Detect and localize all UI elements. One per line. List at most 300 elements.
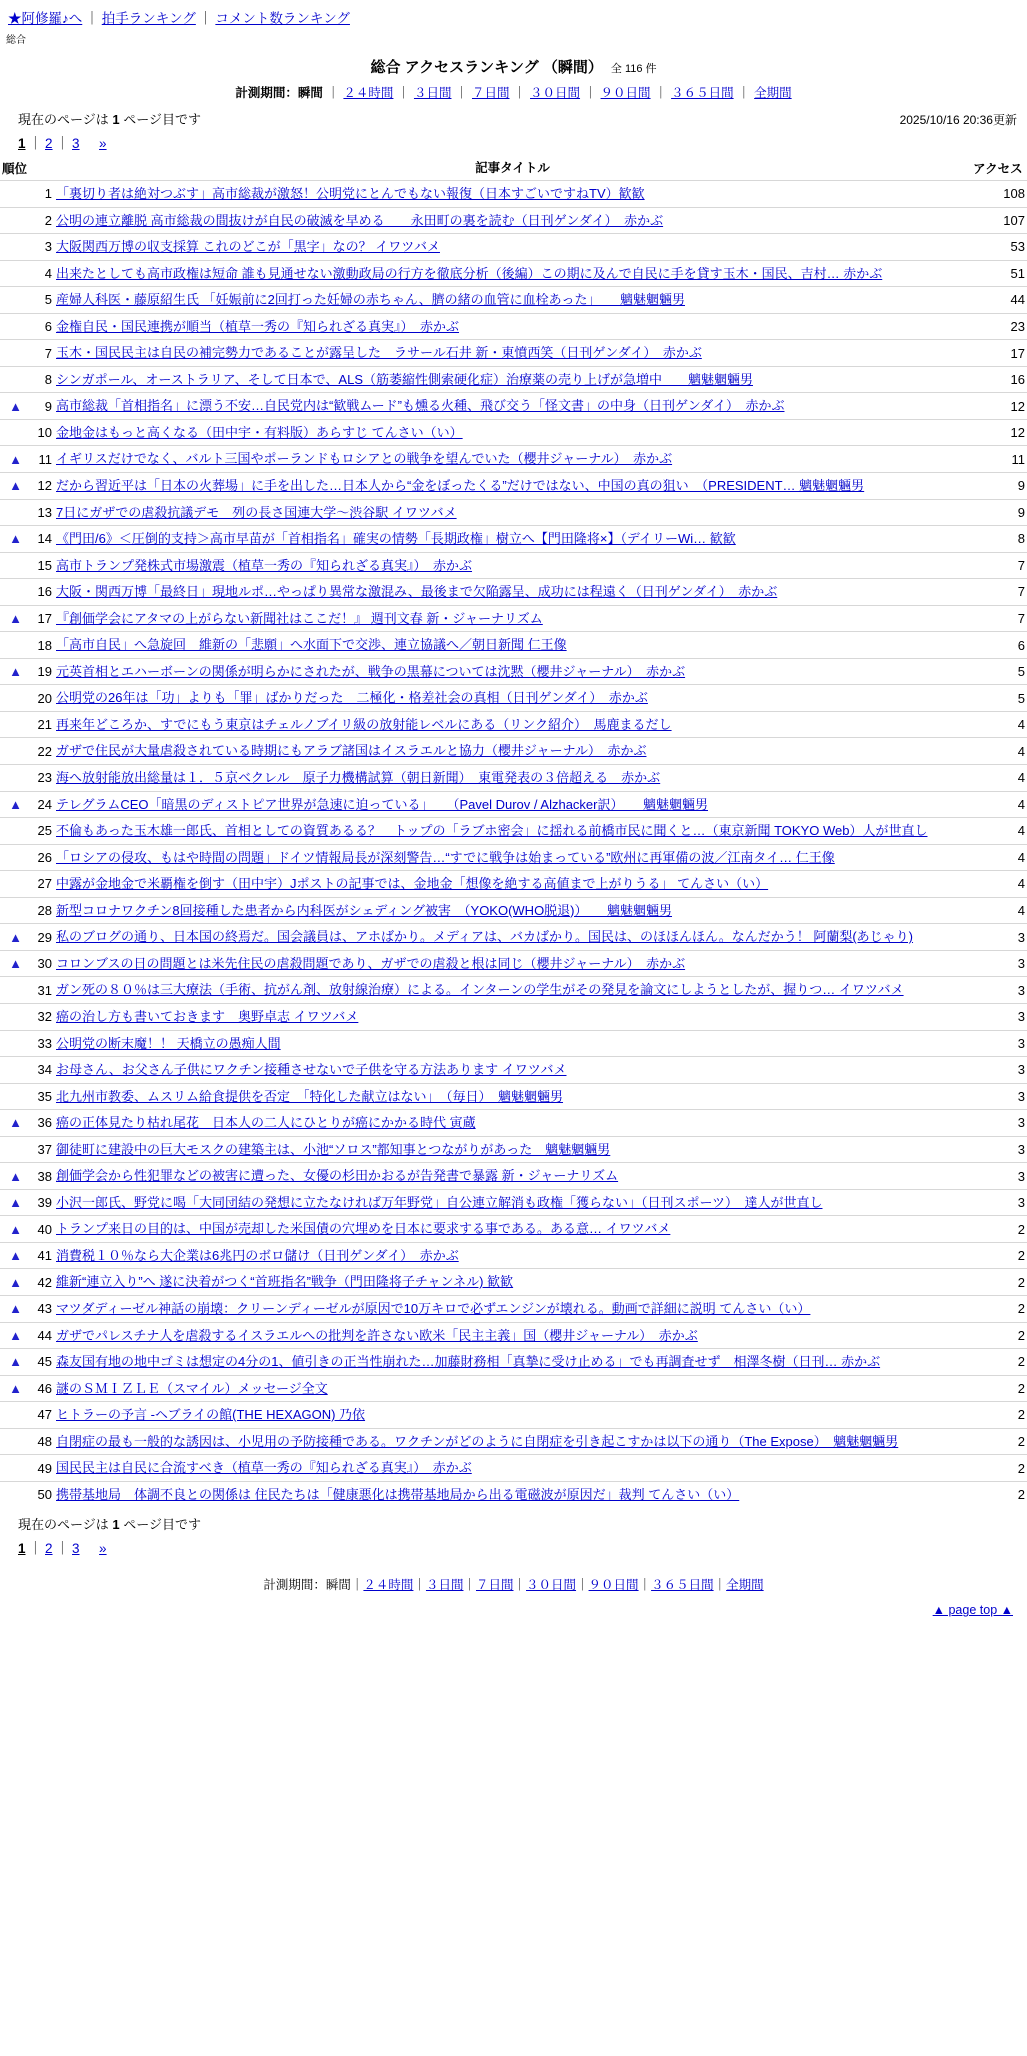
rank-up-arrow-icon: ▲ xyxy=(0,924,24,951)
article-title-link[interactable]: 不倫もあった玉木雄一郎氏、首相としての資質あるる？ トップの「ラブホ密会」に揺れる前橋市民に聞くと…（東京新聞 TOKYO Web）人が世直し xyxy=(56,823,928,839)
rank-arrow-placeholder xyxy=(0,1481,24,1507)
rank-number: 42 xyxy=(24,1269,54,1296)
article-title-cell xyxy=(54,1163,971,1190)
rank-number: 16 xyxy=(24,579,54,606)
access-count: 3 xyxy=(971,1030,1027,1057)
access-count: 3 xyxy=(971,1163,1027,1190)
access-count: 2 xyxy=(971,1402,1027,1429)
table-row xyxy=(0,818,1027,845)
article-title-link[interactable]: 海へ放射能放出総量は１．５京ベクレル 原子力機構試算（朝日新聞） 東電発表の３倍超える 赤かぶ xyxy=(56,770,661,786)
table-row xyxy=(0,393,1027,420)
article-title-cell xyxy=(54,685,971,712)
article-title-link[interactable]: 北九州市教委、ムスリム給食提供を否定 「特化した献立はない」 （毎日） 魑魅魍魎男 xyxy=(56,1088,564,1104)
rank-arrow-placeholder xyxy=(0,1030,24,1057)
rank-arrow-placeholder xyxy=(0,844,24,871)
page-top-area xyxy=(0,1593,1027,1631)
access-count: 16 xyxy=(971,366,1027,393)
pager-bottom-page-1[interactable]: 1 xyxy=(18,1541,26,1557)
rank-arrow-placeholder xyxy=(0,977,24,1004)
rank-arrow-placeholder xyxy=(0,313,24,340)
table-row xyxy=(0,1242,1027,1269)
pager-bottom-bar-3 xyxy=(80,1541,100,1556)
nav-comment-ranking-link[interactable]: コメント数ランキング xyxy=(215,11,350,26)
article-title-link[interactable]: 大阪・関西万博「最終日」現地ルポ…やっぱり異常な激混み、最後まで欠陥露呈、成功には程遠く（日刊ゲンダイ） 赤かぶ xyxy=(56,584,778,600)
rank-number: 40 xyxy=(24,1216,54,1243)
access-count: 17 xyxy=(971,340,1027,367)
column-header-title: 記事タイトル xyxy=(475,161,550,175)
article-title-link[interactable]: シンガポール、オーストラリア、そして日本で、ALS（筋萎縮性側索硬化症）治療薬の売り上げが急増中 魑魅魍魎男 xyxy=(56,371,753,387)
access-count: 8 xyxy=(971,526,1027,553)
column-header-rank: 順位 xyxy=(2,161,28,176)
article-title-link[interactable]: 小沢一郎氏、野党に喝「大同団結の発想に立たなければ万年野党」自公連立解消も政権「獲らない」（日刊スポーツ） 達人が世直し xyxy=(56,1194,823,1210)
table-row xyxy=(0,260,1027,287)
article-title-link[interactable]: ヒトラーの予言 -ヘブライの館(THE HEXAGON) 乃依 xyxy=(56,1407,366,1423)
period-option-90d[interactable]: ９０日間 xyxy=(600,86,651,100)
rank-arrow-placeholder xyxy=(0,340,24,367)
rank-up-arrow-icon: ▲ xyxy=(0,1110,24,1137)
article-title-link[interactable]: マツダディーゼル神話の崩壊：クリーンディーゼルが原因で10万キロで必ずエンジンが壊れる。動画で詳細に説明 てんさい（い） xyxy=(56,1300,811,1316)
rank-arrow-placeholder xyxy=(0,260,24,287)
article-title-link[interactable]: 《門田/6》＜圧倒的支持＞高市早苗が「首相指名」確実の情勢「長期政権」樹立へ【門田隆将×】（デイリーWi… 歓歓 xyxy=(56,531,736,547)
table-row xyxy=(0,1189,1027,1216)
access-count: 4 xyxy=(971,871,1027,898)
period-bar-3: ｜ xyxy=(455,86,468,100)
article-title-link[interactable]: 消費税１０％なら大企業は6兆円のボロ儲け（日刊ゲンダイ） 赤かぶ xyxy=(56,1247,459,1263)
access-count: 3 xyxy=(971,1057,1027,1084)
rank-up-arrow-icon: ▲ xyxy=(0,473,24,500)
article-title-link[interactable]: 森友国有地の地中ゴミは想定の4分の1、値引きの正当性崩れた…加藤財務相「真摯に受け止める」でも再調査せず 相澤冬樹（日刊… 赤かぶ xyxy=(56,1354,881,1370)
article-title-link[interactable]: 中露が金地金で米覇権を倒す（田中宇）Jポストの記事では、金地金「想像を絶する高値まで上がりうる」 てんさい（い） xyxy=(56,876,769,892)
access-count: 2 xyxy=(971,1269,1027,1296)
rank-number: 26 xyxy=(24,844,54,871)
rank-number: 47 xyxy=(24,1402,54,1429)
pager-page-3[interactable]: 3 xyxy=(72,136,80,151)
pager-next[interactable]: » xyxy=(99,136,107,151)
article-title-link[interactable]: 自閉症の最も一般的な誘因は、小児用の予防接種である。ワクチンがどのように自閉症を引き起こすかは以下の通り（The Expose） 魑魅魍魎男 xyxy=(56,1433,899,1449)
table-row xyxy=(0,924,1027,951)
article-title-cell xyxy=(54,446,971,473)
rank-up-arrow-icon: ▲ xyxy=(0,950,24,977)
table-row xyxy=(0,765,1027,792)
table-row xyxy=(0,446,1027,473)
article-title-cell xyxy=(54,419,971,446)
period-option-all[interactable]: 全期間 xyxy=(754,86,792,100)
rank-number: 25 xyxy=(24,818,54,845)
access-count: 23 xyxy=(971,313,1027,340)
access-count: 5 xyxy=(971,685,1027,712)
article-title-link[interactable]: 「裏切り者は絶対つぶす」高市総裁が激怒！公明党にとんでもない報復（日本すごいですねTV）歓歓 xyxy=(56,186,645,201)
footer-period-option-365d[interactable]: ３６５日間 xyxy=(651,1578,714,1593)
article-title-cell xyxy=(54,1003,971,1030)
rank-arrow-placeholder xyxy=(0,1003,24,1030)
article-title-cell xyxy=(54,658,971,685)
period-bar-7: ｜ xyxy=(737,86,751,100)
article-title-link[interactable]: 大阪関西万博の収支採算 これのどこが「黒字」なの？ イワツバメ xyxy=(56,239,440,255)
rank-arrow-placeholder xyxy=(0,738,24,765)
rank-arrow-placeholder xyxy=(0,419,24,446)
article-title-link[interactable]: イギリスだけでなく、バルト三国やポーランドもロシアとの戦争を望んでいた（櫻井ジャーナル） 赤かぶ xyxy=(56,451,673,467)
article-title-cell xyxy=(54,1295,971,1322)
rank-arrow-placeholder xyxy=(0,1136,24,1163)
article-title-cell xyxy=(54,1083,971,1110)
bottom-page-area xyxy=(0,1507,1027,1559)
rank-number: 17 xyxy=(24,605,54,632)
access-count: 2 xyxy=(971,1375,1027,1402)
table-row xyxy=(0,1322,1027,1349)
rank-number: 43 xyxy=(24,1295,54,1322)
period-option-current[interactable]: 瞬間 xyxy=(297,86,323,100)
nav-home-link[interactable]: ★阿修羅♪へ xyxy=(8,11,83,26)
table-row xyxy=(0,950,1027,977)
total-count: 全 116 件 xyxy=(610,63,657,75)
table-row xyxy=(0,419,1027,446)
article-title-link[interactable]: 御徒町に建設中の巨大モスクの建築主は、小池“ソロス”都知事とつながりがあった 魑魅魍魎男 xyxy=(56,1141,611,1157)
access-count: 12 xyxy=(971,419,1027,446)
article-title-cell xyxy=(54,340,971,367)
article-title-link[interactable]: 産婦人科医・藤原紹生氏 「妊娠前に2回打った妊婦の赤ちゃん、臍の緒の血管に血栓あった」 魑魅魍魎男 xyxy=(56,292,685,308)
table-row xyxy=(0,1030,1027,1057)
table-row xyxy=(0,1455,1027,1482)
article-title-cell xyxy=(54,526,971,553)
footer-period-option-30d[interactable]: ３０日間 xyxy=(526,1578,577,1593)
table-row xyxy=(0,234,1027,261)
rank-arrow-placeholder xyxy=(0,871,24,898)
article-title-link[interactable]: トランプ来日の目的は、中国が売却した米国債の穴埋めを日本に要求する事である。ある意… イワツバメ xyxy=(56,1221,671,1237)
footer-period-bar-1: ｜ xyxy=(350,1578,364,1593)
access-count: 51 xyxy=(971,260,1027,287)
rank-number: 14 xyxy=(24,526,54,553)
rank-number: 19 xyxy=(24,658,54,685)
access-count: 4 xyxy=(971,844,1027,871)
access-count: 4 xyxy=(971,818,1027,845)
rank-number: 30 xyxy=(24,950,54,977)
rank-number: 27 xyxy=(24,871,54,898)
page-title: 総合 アクセスランキング （瞬間） xyxy=(370,59,603,76)
rank-number: 24 xyxy=(24,791,54,818)
rank-number: 1 xyxy=(24,181,54,208)
rank-number: 31 xyxy=(24,977,54,1004)
rank-arrow-placeholder xyxy=(0,1083,24,1110)
rank-number: 38 xyxy=(24,1163,54,1190)
article-title-cell xyxy=(54,897,971,924)
rank-number: 8 xyxy=(24,366,54,393)
access-count: 3 xyxy=(971,1083,1027,1110)
table-row xyxy=(0,1295,1027,1322)
access-count: 7 xyxy=(971,552,1027,579)
article-title-link[interactable]: 玉木・国民民主は自民の補完勢力であることが露呈した ラサール石井 新・東憤西笑（日刊ゲンダイ） 赤かぶ xyxy=(56,345,702,361)
article-title-cell xyxy=(54,632,971,659)
table-row xyxy=(0,658,1027,685)
table-row xyxy=(0,1269,1027,1296)
article-title-link[interactable]: お母さん、お父さん子供にワクチン接種させないで子供を守る方法あります イワツバメ xyxy=(56,1062,567,1078)
nav-applause-ranking-link[interactable]: 拍手ランキング xyxy=(101,11,196,26)
article-title-cell xyxy=(54,234,971,261)
rank-number: 5 xyxy=(24,287,54,314)
article-title-link[interactable]: 高市トランプ発株式市場激震（植草一秀の『知られざる真実』） 赤かぶ xyxy=(56,557,473,573)
article-title-link[interactable]: 再来年どころか、すでにもう東京はチェルノブイリ級の放射能レベルにある（リンク紹介） 馬鹿まるだし xyxy=(56,716,672,732)
pager-bottom-bar-1: ｜ xyxy=(28,1541,43,1557)
pager-bar-3 xyxy=(80,136,100,151)
current-page-suffix: ページ目です xyxy=(123,112,201,127)
rank-number: 13 xyxy=(24,499,54,526)
article-title-link[interactable]: 「ロシアの侵攻、もはや時間の問題」ドイツ情報局長が深刻警告…“すでに戦争は始まっている”欧州に再軍備の波／江南タイ… 仁王像 xyxy=(56,849,835,865)
rank-up-arrow-icon: ▲ xyxy=(0,1269,24,1296)
article-title-cell xyxy=(54,1057,971,1084)
article-title-link[interactable]: 公明党の26年は「功」よりも「罪」ばかりだった 二極化・格差社会の真相（日刊ゲンダイ） 赤かぶ xyxy=(56,690,648,706)
article-title-cell xyxy=(54,1189,971,1216)
rank-number: 28 xyxy=(24,897,54,924)
column-header-access: アクセス xyxy=(973,161,1023,176)
current-page-prefix: 現在のページは xyxy=(18,112,109,127)
table-row xyxy=(0,287,1027,314)
article-title-link[interactable]: テレグラムCEO「暗黒のディストピア世界が急速に迫っている」 （Pavel Durov / Alzhacker訳） 魑魅魍魎男 xyxy=(56,796,708,812)
table-row xyxy=(0,1136,1027,1163)
article-title-cell xyxy=(54,977,971,1004)
access-count: 4 xyxy=(971,711,1027,738)
table-row xyxy=(0,1428,1027,1455)
ranking-table xyxy=(0,156,1027,1507)
access-count: 107 xyxy=(971,207,1027,234)
article-title-link[interactable]: ガン死の８０％は三大療法（手術、抗がん剤、放射線治療）による。インターンの学生がその発見を論文にしようとしたが、握りつ… イワツバメ xyxy=(56,982,904,998)
table-row xyxy=(0,871,1027,898)
footer-period-bar-2: ｜ xyxy=(413,1578,426,1593)
pager-bottom-next[interactable]: » xyxy=(99,1541,107,1557)
article-title-cell xyxy=(54,605,971,632)
period-option-365d[interactable]: ３６５日間 xyxy=(671,86,734,100)
article-title-link[interactable]: ガザで住民が大量虐殺されている時期にもアラブ諸国はイスラエルと協力（櫻井ジャーナル） 赤かぶ xyxy=(56,743,647,759)
article-title-link[interactable]: 癌の治し方も書いておきます 奥野卓志 イワツバメ xyxy=(56,1008,359,1024)
rank-up-arrow-icon: ▲ xyxy=(0,658,24,685)
article-title-link[interactable]: 「高市自民」へ急旋回 維新の「悲願」へ水面下で交渉、連立協議へ／朝日新聞 仁王像 xyxy=(56,637,567,653)
rank-arrow-placeholder xyxy=(0,897,24,924)
article-title-cell xyxy=(54,765,971,792)
rank-number: 15 xyxy=(24,552,54,579)
nav-separator-1: ｜ xyxy=(85,11,99,26)
rank-number: 21 xyxy=(24,711,54,738)
pager-bottom-page-3[interactable]: 3 xyxy=(72,1541,80,1557)
article-title-cell xyxy=(54,924,971,951)
access-count: 3 xyxy=(971,924,1027,951)
rank-number: 7 xyxy=(24,340,54,367)
rank-number: 37 xyxy=(24,1136,54,1163)
article-title-link[interactable]: 元英首相とエハーボーンの関係が明らかにされたが、戦争の黒幕については沈黙（櫻井ジャーナル） 赤かぶ xyxy=(56,663,686,679)
access-count: 2 xyxy=(971,1481,1027,1507)
period-bar-5: ｜ xyxy=(584,86,597,100)
footer-period-option-all[interactable]: 全期間 xyxy=(726,1578,764,1593)
access-count: 2 xyxy=(971,1216,1027,1243)
rank-arrow-placeholder xyxy=(0,1455,24,1482)
footer-period-option-current[interactable]: 瞬間 xyxy=(325,1578,351,1593)
pager-bar-1: ｜ xyxy=(28,136,43,151)
article-title-cell xyxy=(54,1136,971,1163)
rank-up-arrow-icon: ▲ xyxy=(0,1242,24,1269)
article-title-cell xyxy=(54,579,971,606)
nav-separator-2: ｜ xyxy=(198,11,213,26)
period-bar-6: ｜ xyxy=(654,86,668,100)
period-selector-bottom xyxy=(0,1575,1027,1593)
access-count: 5 xyxy=(971,658,1027,685)
article-title-link[interactable]: 私のブログの通り、日本国の終焉だ。国会議員は、アホばかり。メディアは、バカばかり。国民は、のほほんほん。なんだかう！ 阿蘭梨(あじゃり) xyxy=(56,929,914,945)
article-title-link[interactable]: 7日にガザでの虐殺抗議デモ 列の長さ国連大学～渋谷駅 イワツバメ xyxy=(56,504,457,520)
footer-current-page-suffix: ページ目です xyxy=(123,1517,201,1533)
rank-up-arrow-icon: ▲ xyxy=(0,526,24,553)
access-count: 12 xyxy=(971,393,1027,420)
article-title-cell xyxy=(54,711,971,738)
period-label: 計測期間： xyxy=(235,86,298,100)
article-title-cell xyxy=(54,552,971,579)
article-title-cell xyxy=(54,1455,971,1482)
access-count: 4 xyxy=(971,738,1027,765)
period-option-7d[interactable]: ７日間 xyxy=(471,86,510,100)
footer-current-page-indicator xyxy=(18,1514,1027,1533)
article-title-cell xyxy=(54,313,971,340)
access-count: 7 xyxy=(971,579,1027,606)
rank-up-arrow-icon: ▲ xyxy=(0,1349,24,1376)
rank-number: 18 xyxy=(24,632,54,659)
period-option-30d[interactable]: ３０日間 xyxy=(530,86,581,100)
rank-number: 36 xyxy=(24,1110,54,1137)
rank-number: 10 xyxy=(24,419,54,446)
access-count: 3 xyxy=(971,1003,1027,1030)
table-row xyxy=(0,897,1027,924)
article-title-link[interactable]: 携帯基地局 体調不良との関係は 住民たちは「健康悪化は携帯基地局から出る電磁波が原因だ」裁判 てんさい（い） xyxy=(56,1486,740,1502)
article-title-link[interactable]: 謎のＳＭＩＺＬＥ（スマイル）メッセージ全文 xyxy=(56,1380,328,1396)
article-title-link[interactable]: 創価学会から性犯罪などの被害に遭った、女優の杉田かおるが告発書で暴露 新・ジャーナリズム xyxy=(56,1168,619,1184)
table-row xyxy=(0,711,1027,738)
footer-period-option-90d[interactable]: ９０日間 xyxy=(588,1578,639,1593)
rank-number: 9 xyxy=(24,393,54,420)
period-option-24h[interactable]: ２４時間 xyxy=(343,86,394,100)
rank-arrow-placeholder xyxy=(0,579,24,606)
page-title-block xyxy=(0,56,1027,77)
article-title-link[interactable]: 金地金はもっと高くなる（田中宇・有料版）あらすじ てんさい（い） xyxy=(56,424,463,440)
meta-row xyxy=(0,101,1027,128)
rank-up-arrow-icon: ▲ xyxy=(0,1163,24,1190)
access-count: 4 xyxy=(971,765,1027,792)
rank-number: 32 xyxy=(24,1003,54,1030)
access-count: 3 xyxy=(971,1189,1027,1216)
article-title-cell xyxy=(54,1030,971,1057)
article-title-cell xyxy=(54,1428,971,1455)
pager-bottom-page-2[interactable]: 2 xyxy=(45,1541,53,1557)
table-row xyxy=(0,685,1027,712)
article-title-cell xyxy=(54,1322,971,1349)
table-row xyxy=(0,1349,1027,1376)
access-count: 3 xyxy=(971,950,1027,977)
rank-number: 41 xyxy=(24,1242,54,1269)
article-title-link[interactable]: コロンブスの日の問題とは米先住民の虐殺問題であり、ガザでの虐殺と根は同じ（櫻井ジャーナル） 赤かぶ xyxy=(56,955,686,971)
article-title-cell xyxy=(54,871,971,898)
article-title-link[interactable]: 新型コロナワクチン8回接種した患者から内科医がシェディング被害 （YOKO(WHO脱退)） 魑魅魍魎男 xyxy=(56,902,673,918)
rank-up-arrow-icon: ▲ xyxy=(0,1295,24,1322)
article-title-link[interactable]: 公明党の断末魔！！ 天橋立の愚痴人間 xyxy=(56,1035,281,1051)
article-title-cell xyxy=(54,499,971,526)
rank-arrow-placeholder xyxy=(0,552,24,579)
rank-number: 50 xyxy=(24,1481,54,1507)
table-header-row xyxy=(0,156,1027,181)
table-row xyxy=(0,1216,1027,1243)
ranking-table-body xyxy=(0,181,1027,1508)
article-title-link[interactable]: 国民民主は自民に合流すべき（植草一秀の『知られざる真実』） 赤かぶ xyxy=(56,1460,472,1476)
rank-up-arrow-icon: ▲ xyxy=(0,1375,24,1402)
access-count: 2 xyxy=(971,1349,1027,1376)
article-title-link[interactable]: ガザでパレスチナ人を虐殺するイスラエルへの批判を許さない欧米「民主主義」国（櫻井ジャーナル） 赤かぶ xyxy=(56,1327,698,1343)
footer-period-option-3d[interactable]: ３日間 xyxy=(425,1578,464,1593)
article-title-cell xyxy=(54,844,971,871)
rank-number: 46 xyxy=(24,1375,54,1402)
footer-period-bar-6: ｜ xyxy=(638,1578,652,1593)
article-title-cell xyxy=(54,287,971,314)
article-title-cell xyxy=(54,366,971,393)
article-title-link[interactable]: 癌の正体見たり枯れ尾花 日本人の二人にひとりが癌にかかる時代 寅蔵 xyxy=(56,1115,476,1131)
rank-number: 12 xyxy=(24,473,54,500)
table-row xyxy=(0,632,1027,659)
article-title-cell xyxy=(54,393,971,420)
article-title-cell xyxy=(54,950,971,977)
rank-number: 39 xyxy=(24,1189,54,1216)
rank-up-arrow-icon: ▲ xyxy=(0,605,24,632)
table-row xyxy=(0,1110,1027,1137)
pager-page-1[interactable]: 1 xyxy=(18,136,26,151)
top-navigation xyxy=(0,0,1027,31)
table-row xyxy=(0,207,1027,234)
article-title-link[interactable]: だから習近平は「日本の火葬場」に手を出した…日本人から“金をぼったくる”だけではない、中国の真の狙い （PRESIDENT… 魑魅魍魎男 xyxy=(56,478,865,494)
table-row xyxy=(0,552,1027,579)
table-row xyxy=(0,1003,1027,1030)
footer-period-option-7d[interactable]: ７日間 xyxy=(475,1578,514,1593)
access-count: 11 xyxy=(971,446,1027,473)
article-title-cell xyxy=(54,1481,971,1507)
rank-number: 44 xyxy=(24,1322,54,1349)
current-page-indicator xyxy=(18,109,201,128)
page-top-link[interactable]: ▲ page top ▲ xyxy=(932,1603,1013,1618)
table-row xyxy=(0,1402,1027,1429)
access-count: 44 xyxy=(971,287,1027,314)
rank-arrow-placeholder xyxy=(0,181,24,208)
article-title-link[interactable]: 公明の連立離脱 高市総裁の間抜けが自民の破滅を早める 永田町の裏を読む（日刊ゲンダイ） 赤かぶ xyxy=(56,212,664,228)
article-title-link[interactable]: 『創価学会にアタマの上がらない新聞社はここだ！』 週刊文春 新・ジャーナリズム xyxy=(56,610,543,626)
article-title-link[interactable]: 維新“連立入り”へ 遂に決着がつく“首班指名”戦争（門田隆将子チャンネル) 歓歓 xyxy=(56,1274,514,1290)
article-title-link[interactable]: 出来たとしても高市政権は短命 誰も見通せない激動政局の行方を徹底分析（後編）この期に及んで自民に手を貸す玉木・国民、吉村… 赤かぶ xyxy=(56,265,883,281)
table-row xyxy=(0,1375,1027,1402)
rank-up-arrow-icon: ▲ xyxy=(0,393,24,420)
table-row xyxy=(0,1057,1027,1084)
rank-number: 23 xyxy=(24,765,54,792)
article-title-cell xyxy=(54,181,971,208)
footer-current-page-number: 1 xyxy=(112,1517,120,1533)
access-count: 2 xyxy=(971,1428,1027,1455)
rank-arrow-placeholder xyxy=(0,1402,24,1429)
table-row xyxy=(0,181,1027,208)
article-title-cell xyxy=(54,1375,971,1402)
article-title-cell xyxy=(54,1349,971,1376)
period-option-3d[interactable]: ３日間 xyxy=(413,86,452,100)
access-count: 2 xyxy=(971,1455,1027,1482)
pager-bottom xyxy=(18,1533,1027,1559)
access-count: 108 xyxy=(971,181,1027,208)
rank-up-arrow-icon: ▲ xyxy=(0,1322,24,1349)
pager-top xyxy=(0,128,1027,154)
article-title-link[interactable]: 金権自民・国民連携が順当（植草一秀の『知られざる真実』） 赤かぶ xyxy=(56,318,460,334)
footer-period-option-24h[interactable]: ２４時間 xyxy=(363,1578,414,1593)
rank-number: 33 xyxy=(24,1030,54,1057)
article-title-link[interactable]: 高市総裁「首相指名」に漂う不安…自民党内は“歓戦ムード”も燻る火種、飛び交う「怪文書」の中身（日刊ゲンダイ） 赤かぶ xyxy=(56,398,785,414)
pager-page-2[interactable]: 2 xyxy=(45,136,53,151)
access-count: 3 xyxy=(971,977,1027,1004)
access-count: 2 xyxy=(971,1295,1027,1322)
period-bar-2: ｜ xyxy=(397,86,410,100)
rank-arrow-placeholder xyxy=(0,632,24,659)
